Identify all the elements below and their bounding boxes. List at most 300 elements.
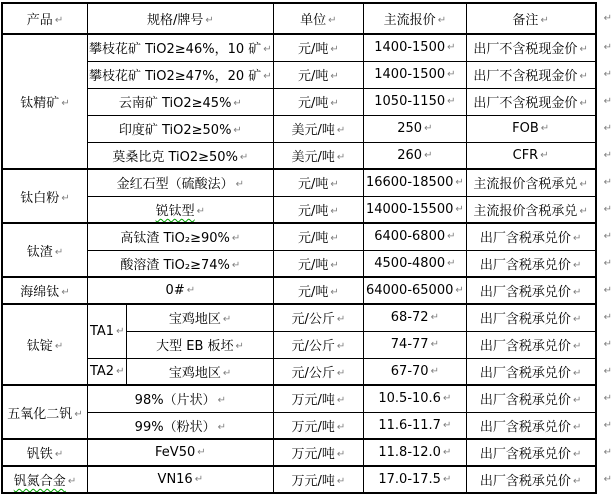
note-text: 出厂含税承兑价 [479, 365, 571, 381]
product-cell [2, 277, 88, 304]
note-text: CFR [512, 147, 539, 163]
unit-text: 元/吨 [297, 231, 329, 247]
price-cell [364, 169, 467, 196]
paragraph-mark-icon: ↵ [54, 246, 64, 258]
paragraph-mark-icon: ↵ [424, 149, 433, 161]
paragraph-mark-icon: ↵ [222, 367, 232, 379]
paragraph-mark-icon: ↵ [424, 123, 433, 134]
unit-cell [273, 466, 363, 493]
paragraph-mark-icon: ↵ [572, 476, 582, 487]
row-end-mark-icon: ↵ [603, 96, 612, 107]
unit-text: 美元/吨 [291, 149, 335, 165]
note-cell [466, 61, 595, 88]
spec-cell [127, 331, 273, 358]
spec-text: 99%（粉状） [134, 419, 216, 435]
row-end-cell [596, 3, 614, 34]
spec-cell [88, 61, 274, 88]
price-cell [364, 277, 467, 304]
grade-cell [88, 358, 127, 385]
spec-text: FeV50 [155, 445, 196, 460]
paragraph-mark-icon: ↵ [54, 15, 64, 26]
paragraph-mark-icon: ↵ [447, 96, 456, 107]
unit-cell [273, 277, 363, 304]
price-table [1, 2, 615, 494]
paragraph-mark-icon: ↵ [74, 408, 83, 420]
paragraph-mark-icon: ↵ [336, 449, 346, 460]
price-text: 4500-4800 [374, 255, 446, 271]
grade-cell [88, 304, 127, 358]
paragraph-mark-icon: ↵ [197, 447, 206, 458]
paragraph-mark-icon: ↵ [186, 285, 196, 296]
spec-cell [88, 223, 274, 250]
paragraph-mark-icon: ↵ [442, 393, 452, 405]
table-row [2, 385, 614, 412]
paragraph-mark-icon: ↵ [540, 123, 550, 134]
paragraph-mark-icon: ↵ [54, 341, 64, 352]
product-label: 海绵钛 [20, 285, 60, 300]
paragraph-mark-icon: ↵ [572, 367, 582, 379]
paragraph-mark-icon: ↵ [447, 69, 456, 80]
header-spec-cell [88, 3, 274, 34]
paragraph-mark-icon: ↵ [579, 98, 588, 109]
paragraph-mark-icon: ↵ [235, 341, 244, 352]
price-cell [364, 385, 467, 412]
product-label: 钛渣 [26, 244, 53, 260]
row-end-cell [596, 196, 614, 223]
unit-text: 元/吨 [297, 285, 329, 300]
table-row [2, 115, 614, 142]
paragraph-mark-icon: ↵ [328, 15, 337, 26]
spec-text: 宝鸡地区 [168, 365, 221, 381]
note-cell [466, 331, 595, 358]
paragraph-mark-icon: ↵ [263, 44, 272, 56]
table-row [2, 358, 614, 385]
product-cell [2, 223, 88, 277]
product-cell [2, 466, 88, 493]
table-row [2, 88, 614, 115]
spec-cell [88, 196, 274, 223]
note-cell [466, 115, 595, 142]
unit-text: 元/吨 [297, 96, 329, 111]
paragraph-mark-icon: ↵ [263, 71, 272, 82]
paragraph-mark-icon: ↵ [205, 15, 214, 26]
unit-cell [273, 169, 363, 196]
unit-text: 元/公斤 [291, 365, 335, 381]
unit-cell [273, 61, 363, 88]
table-row [2, 61, 614, 88]
row-end-mark-icon: ↵ [603, 258, 612, 269]
price-cell [364, 358, 467, 385]
row-end-cell [596, 142, 614, 169]
paragraph-mark-icon: ↵ [222, 314, 232, 326]
note-cell [466, 34, 595, 61]
note-cell [466, 412, 595, 439]
spec-text: 金红石型（硫酸法） [116, 177, 234, 193]
paragraph-mark-icon: ↵ [572, 341, 582, 352]
paragraph-mark-icon: ↵ [235, 179, 245, 191]
note-text: 出厂不含税现金价 [473, 96, 578, 111]
unit-text: 元/吨 [297, 203, 329, 219]
unit-text: 万元/吨 [291, 474, 335, 489]
unit-text: 元/吨 [297, 42, 329, 58]
spec-cell [88, 88, 274, 115]
header-unit-cell [273, 3, 363, 34]
unit-cell [273, 331, 363, 358]
row-end-mark-icon: ↵ [603, 447, 612, 458]
table-header-row [2, 3, 614, 34]
note-text: 出厂不含税现金价 [473, 69, 578, 84]
price-cell [364, 34, 467, 61]
price-cell [364, 439, 467, 466]
paragraph-mark-icon: ↵ [330, 98, 339, 109]
product-cell [2, 169, 88, 223]
note-cell [466, 250, 595, 277]
price-text: 11.6-11.7 [378, 417, 441, 433]
grade-text: TA2 [89, 363, 115, 379]
paragraph-mark-icon: ↵ [330, 71, 339, 82]
price-text: 10.5-10.6 [378, 391, 441, 407]
spec-cell [88, 385, 274, 412]
note-text: 出厂含税承兑价 [479, 474, 571, 489]
note-cell [466, 358, 595, 385]
paragraph-mark-icon: ↵ [442, 419, 452, 431]
table-row [2, 412, 614, 439]
note-text: 出厂含税承兑价 [479, 231, 571, 247]
row-end-cell [596, 439, 614, 466]
paragraph-mark-icon: ↵ [336, 151, 346, 163]
note-cell [466, 304, 595, 331]
note-text: 出厂含税承兑价 [479, 285, 571, 300]
note-cell [466, 385, 595, 412]
paragraph-mark-icon: ↵ [579, 179, 588, 191]
spec-cell [88, 250, 274, 277]
note-cell [466, 169, 595, 196]
row-end-mark-icon: ↵ [603, 339, 612, 350]
product-label: 钛锭 [26, 339, 53, 354]
unit-cell [273, 34, 363, 61]
table-row [2, 142, 614, 169]
note-cell [466, 142, 595, 169]
product-label: 钒氮合金 [13, 474, 66, 489]
row-end-cell [596, 115, 614, 142]
paragraph-mark-icon: ↵ [330, 233, 339, 245]
price-text: 6400-6800 [374, 229, 446, 245]
spec-text: 攀枝花矿 TiO2≥46%，10 矿 [89, 42, 262, 58]
row-end-cell [596, 88, 614, 115]
header-product-label: 产品 [26, 13, 53, 28]
product-cell [2, 34, 88, 169]
spec-cell [88, 277, 274, 304]
price-text: 11.8-12.0 [378, 445, 441, 460]
paragraph-mark-icon: ↵ [579, 71, 588, 82]
paragraph-mark-icon: ↵ [330, 179, 339, 191]
row-end-cell [596, 277, 614, 304]
header-price-cell [364, 3, 467, 34]
paragraph-mark-icon: ↵ [540, 15, 549, 26]
note-text: 出厂含税承兑价 [479, 312, 571, 328]
row-end-mark-icon: ↵ [603, 285, 612, 296]
paragraph-mark-icon: ↵ [233, 125, 242, 136]
price-cell [364, 304, 467, 331]
paragraph-mark-icon: ↵ [447, 231, 456, 243]
unit-cell [273, 304, 363, 331]
row-end-cell [596, 331, 614, 358]
price-text: 1050-1150 [374, 94, 446, 109]
paragraph-mark-icon: ↵ [430, 365, 439, 377]
price-text: 68-72 [390, 310, 429, 326]
paragraph-mark-icon: ↵ [437, 15, 447, 26]
paragraph-mark-icon: ↵ [572, 287, 582, 298]
spec-text: 攀枝花矿 TiO2≥47%，20 矿 [89, 69, 262, 84]
price-cell [364, 412, 467, 439]
product-cell [2, 385, 88, 439]
paragraph-mark-icon: ↵ [572, 395, 582, 407]
spec-text: 云南矿 TiO2≥45% [118, 96, 232, 111]
paragraph-mark-icon: ↵ [61, 287, 70, 298]
paragraph-mark-icon: ↵ [233, 98, 242, 109]
note-text: 出厂不含税现金价 [473, 42, 578, 58]
paragraph-mark-icon: ↵ [336, 314, 346, 326]
spec-text: 98%（片状） [134, 393, 216, 409]
note-text: 出厂含税承兑价 [479, 393, 571, 409]
unit-text: 万元/吨 [291, 447, 335, 462]
table-row [2, 223, 614, 250]
price-text: 64000-65000 [365, 283, 454, 298]
price-text: 16600-18500 [365, 175, 454, 191]
paragraph-mark-icon: ↵ [572, 449, 582, 460]
paragraph-mark-icon: ↵ [231, 233, 241, 245]
price-cell [364, 331, 467, 358]
table-row [2, 277, 614, 304]
header-product-cell [2, 3, 88, 34]
spec-cell [127, 358, 273, 385]
table-row [2, 439, 614, 466]
product-label: 五氧化二钒 [7, 406, 73, 422]
note-text: 出厂含税承兑价 [479, 447, 571, 462]
paragraph-mark-icon: ↵ [116, 325, 125, 337]
note-text: FOB [512, 121, 539, 136]
row-end-mark-icon: ↵ [603, 474, 612, 485]
price-text: 17.0-17.5 [378, 472, 441, 487]
price-text: 1400-1500 [374, 40, 446, 56]
note-cell [466, 223, 595, 250]
paragraph-mark-icon: ↵ [217, 395, 226, 407]
spec-cell [127, 304, 273, 331]
paragraph-mark-icon: ↵ [194, 474, 204, 485]
note-cell [466, 196, 595, 223]
paragraph-mark-icon: ↵ [572, 421, 582, 433]
paragraph-mark-icon: ↵ [330, 205, 339, 217]
paragraph-mark-icon: ↵ [430, 312, 439, 324]
paragraph-mark-icon: ↵ [430, 339, 439, 350]
paragraph-mark-icon: ↵ [116, 365, 125, 377]
spec-cell [88, 412, 274, 439]
row-end-mark-icon: ↵ [603, 312, 612, 323]
price-cell [364, 142, 467, 169]
spec-cell [88, 439, 274, 466]
row-end-mark-icon: ↵ [603, 393, 612, 404]
paragraph-mark-icon: ↵ [572, 259, 582, 271]
paragraph-mark-icon: ↵ [572, 314, 582, 326]
grade-text: TA1 [89, 323, 115, 339]
spec-text: 锐钛型 [155, 203, 195, 219]
row-end-cell [596, 385, 614, 412]
paragraph-mark-icon: ↵ [196, 205, 206, 217]
paragraph-mark-icon: ↵ [455, 285, 464, 296]
unit-cell [273, 439, 363, 466]
spec-text: 宝鸡地区 [168, 312, 221, 328]
paragraph-mark-icon: ↵ [579, 205, 588, 217]
price-cell [364, 223, 467, 250]
price-cell [364, 115, 467, 142]
spec-text: 莫桑比克 TiO2≥50% [112, 149, 238, 165]
unit-text: 元/吨 [297, 257, 329, 273]
product-label: 钒铁 [26, 447, 53, 462]
header-unit-label: 单位 [300, 13, 327, 28]
paragraph-mark-icon: ↵ [336, 341, 346, 352]
unit-cell [273, 358, 363, 385]
paragraph-mark-icon: ↵ [336, 421, 346, 433]
paragraph-mark-icon: ↵ [61, 98, 70, 109]
price-cell [364, 61, 467, 88]
header-note-cell [466, 3, 595, 34]
note-cell [466, 439, 595, 466]
row-end-mark-icon: ↵ [603, 150, 612, 161]
note-text: 主流报价含税承兑 [473, 177, 578, 193]
row-end-cell [596, 34, 614, 61]
paragraph-mark-icon: ↵ [455, 203, 464, 215]
spec-text: 大型 EB 板坯 [156, 339, 234, 354]
spec-text: 酸溶渣 TiO₂≥74% [120, 257, 230, 273]
price-text: 74-77 [390, 337, 429, 352]
unit-cell [273, 223, 363, 250]
row-end-cell [596, 466, 614, 493]
note-cell [466, 466, 595, 493]
price-text: 1400-1500 [374, 67, 446, 82]
row-end-cell [596, 412, 614, 439]
header-note-label: 备注 [512, 13, 539, 28]
spec-text: 0# [165, 283, 185, 298]
spec-text: VN16 [157, 472, 193, 487]
paragraph-mark-icon: ↵ [67, 476, 77, 487]
row-end-cell [596, 169, 614, 196]
product-label: 钛精矿 [20, 96, 60, 111]
row-end-cell [596, 250, 614, 277]
row-end-mark-icon: ↵ [603, 231, 612, 242]
header-price-label: 主流报价 [383, 13, 436, 28]
paragraph-mark-icon: ↵ [239, 151, 249, 163]
paragraph-mark-icon: ↵ [579, 44, 588, 56]
note-text: 出厂含税承兑价 [479, 339, 571, 354]
paragraph-mark-icon: ↵ [231, 259, 241, 271]
price-text: 67-70 [390, 363, 429, 379]
spec-cell [88, 115, 274, 142]
price-cell [364, 250, 467, 277]
spec-cell [88, 466, 274, 493]
paragraph-mark-icon: ↵ [336, 395, 346, 407]
paragraph-mark-icon: ↵ [61, 192, 70, 204]
row-end-cell [596, 61, 614, 88]
paragraph-mark-icon: ↵ [455, 177, 464, 189]
unit-cell [273, 88, 363, 115]
note-text: 出厂含税承兑价 [479, 257, 571, 273]
note-cell [466, 277, 595, 304]
paragraph-mark-icon: ↵ [54, 449, 64, 460]
paragraph-mark-icon: ↵ [572, 233, 582, 245]
paragraph-mark-icon: ↵ [540, 149, 549, 161]
table-row [2, 250, 614, 277]
paragraph-mark-icon: ↵ [330, 259, 339, 271]
paragraph-mark-icon: ↵ [330, 287, 339, 298]
table-row [2, 304, 614, 331]
price-text: 250 [397, 121, 423, 136]
product-cell [2, 304, 88, 385]
paragraph-mark-icon: ↵ [217, 421, 226, 433]
product-cell [2, 439, 88, 466]
unit-cell [273, 250, 363, 277]
product-label: 钛白粉 [20, 190, 60, 206]
spec-cell [88, 34, 274, 61]
paragraph-mark-icon: ↵ [447, 257, 456, 269]
row-end-mark-icon: ↵ [603, 177, 612, 188]
unit-text: 元/吨 [297, 177, 329, 193]
table-row [2, 466, 614, 493]
spec-cell [88, 142, 274, 169]
header-spec-label: 规格/牌号 [146, 13, 204, 28]
unit-cell [273, 412, 363, 439]
spec-cell [88, 169, 274, 196]
row-end-mark-icon: ↵ [603, 13, 612, 24]
price-cell [364, 466, 467, 493]
paragraph-mark-icon: ↵ [336, 476, 346, 487]
row-end-mark-icon: ↵ [603, 42, 612, 53]
paragraph-mark-icon: ↵ [442, 474, 452, 485]
row-end-cell [596, 304, 614, 331]
unit-cell [273, 385, 363, 412]
price-cell [364, 88, 467, 115]
paragraph-mark-icon: ↵ [336, 125, 346, 136]
paragraph-mark-icon: ↵ [336, 367, 346, 379]
note-text: 出厂含税承兑价 [479, 419, 571, 435]
table-row [2, 169, 614, 196]
price-text: 260 [397, 147, 423, 163]
spec-text: 高钛渣 TiO₂≥90% [120, 231, 230, 247]
note-cell [466, 88, 595, 115]
table-row [2, 34, 614, 61]
note-text: 主流报价含税承兑 [473, 203, 578, 219]
paragraph-mark-icon: ↵ [447, 42, 456, 54]
unit-text: 万元/吨 [291, 393, 335, 409]
row-end-mark-icon: ↵ [603, 69, 612, 80]
row-end-mark-icon: ↵ [603, 204, 612, 215]
spec-text: 印度矿 TiO2≥50% [118, 123, 232, 138]
row-end-cell [596, 358, 614, 385]
paragraph-mark-icon: ↵ [330, 44, 339, 56]
row-end-cell [596, 223, 614, 250]
unit-text: 元/公斤 [291, 339, 335, 354]
table-row [2, 196, 614, 223]
price-text: 14000-15500 [365, 201, 454, 217]
price-cell [364, 196, 467, 223]
row-end-mark-icon: ↵ [603, 366, 612, 377]
row-end-mark-icon: ↵ [603, 123, 612, 134]
unit-cell [273, 142, 363, 169]
unit-cell [273, 196, 363, 223]
unit-cell [273, 115, 363, 142]
unit-text: 元/公斤 [291, 312, 335, 328]
paragraph-mark-icon: ↵ [442, 447, 452, 458]
unit-text: 元/吨 [297, 69, 329, 84]
